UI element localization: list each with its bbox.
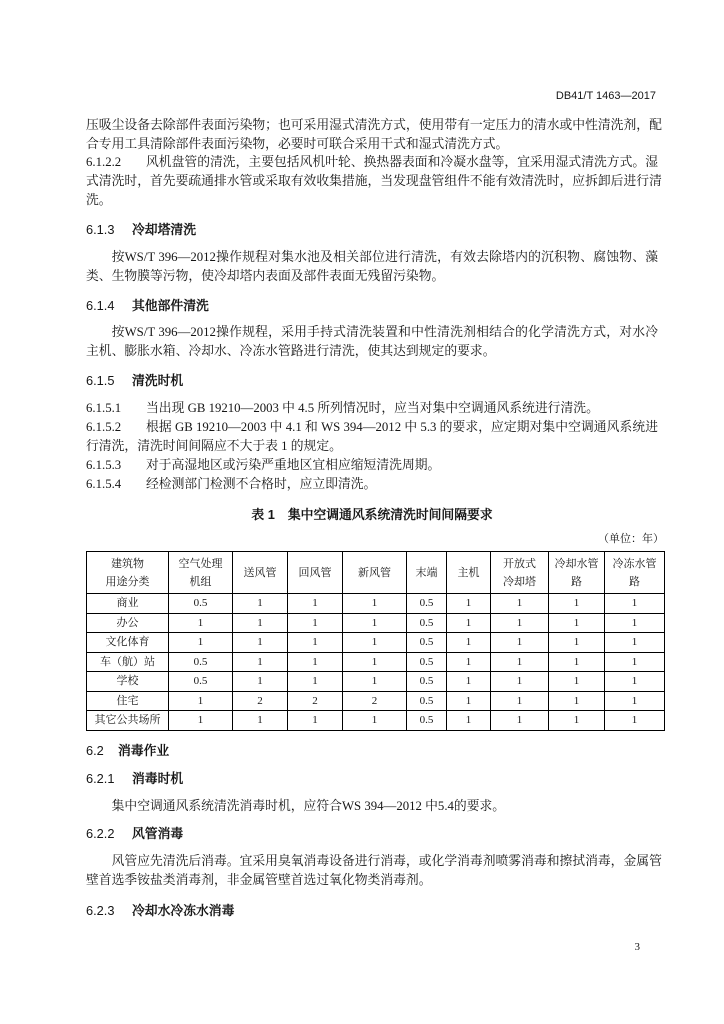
- section-heading-6-2-1: [86, 769, 658, 789]
- table-cell: 1: [491, 652, 549, 672]
- table-cell: 1: [447, 613, 491, 633]
- clause-6-1-5-1: [86, 399, 658, 418]
- table-cell: 1: [605, 652, 665, 672]
- text-line: 风管应先清洗后消毒。宜采用臭氧消毒设备进行消毒，或化学消毒剂喷雾消毒和擦拭消毒，金属管: [111, 854, 662, 868]
- table-cell: 1: [288, 711, 343, 731]
- table-label: 表 1: [251, 507, 275, 522]
- table-cell: 1: [447, 633, 491, 653]
- col-header-building-category: [87, 552, 169, 594]
- header-line: 新风管: [358, 566, 391, 579]
- col-header-supply-duct: [233, 552, 288, 594]
- table-cell: 1: [549, 652, 605, 672]
- table-cell: 0.5: [169, 594, 233, 614]
- table-cell: 1: [233, 672, 288, 692]
- col-header-terminal: [407, 552, 447, 594]
- header-line: 回风管: [298, 566, 332, 579]
- clause-text: 对于高湿地区或污染严重地区宜相应缩短清洗周期。: [146, 458, 441, 472]
- table-body: [87, 594, 665, 731]
- table-cell: 1: [447, 594, 491, 614]
- table-cell: 1: [491, 594, 549, 614]
- table-cell: 1: [605, 613, 665, 633]
- row-category-cell: 文化体育: [87, 633, 169, 653]
- table-cell: 1: [447, 672, 491, 692]
- table-cell: 0.5: [169, 652, 233, 672]
- row-category-cell: 车（航）站: [87, 652, 169, 672]
- table-cell: 0.5: [407, 594, 447, 614]
- table-cell: 1: [343, 613, 407, 633]
- header-line: 路: [571, 575, 582, 588]
- table-cell: 1: [169, 613, 233, 633]
- table-row: [87, 633, 665, 653]
- table-cell: 1: [491, 711, 549, 731]
- table-cell: 0.5: [407, 613, 447, 633]
- table-title: 集中空调通风系统清洗时间间隔要求: [287, 507, 493, 522]
- table-cell: 1: [447, 711, 491, 731]
- paragraph-continuation: [86, 116, 662, 154]
- text-line: [86, 475, 658, 494]
- header-line: 冷却塔: [503, 575, 536, 588]
- table-cell: 1: [491, 613, 549, 633]
- table-cell: 1: [605, 691, 665, 711]
- section-heading-6-2-2: [86, 824, 658, 844]
- text-line: 壁首选季铵盐类消毒剂，非金属管壁首选过氧化物类消毒剂。: [86, 873, 432, 887]
- header-line: 路: [629, 575, 640, 588]
- clause-6-1-5-4: [86, 475, 658, 494]
- table-cell: 1: [447, 652, 491, 672]
- table-cell: 0.5: [407, 691, 447, 711]
- section-body-6-2-1: [86, 797, 658, 816]
- table-cell: 0.5: [407, 652, 447, 672]
- section-heading-6-1-5: [86, 371, 658, 391]
- text-line: [86, 456, 658, 475]
- table-cell: 0.5: [407, 711, 447, 731]
- text-line: 洗。: [86, 193, 112, 207]
- section-heading-6-2-3: [86, 901, 658, 921]
- section-heading-6-1-3: [86, 220, 658, 240]
- clause-number: 6.1.2.2: [86, 155, 122, 169]
- table-cell: 2: [343, 691, 407, 711]
- header-line: 末端: [415, 566, 438, 579]
- table-cell: 1: [233, 594, 288, 614]
- text-line: 按WS/T 396—2012操作规程，采用手持式清洗装置和中性清洗剂相结合的化学清洗方式，对水冷: [111, 325, 658, 339]
- section-body-6-1-3: [86, 248, 658, 286]
- table-cell: 0.5: [407, 633, 447, 653]
- section-title: 消毒时机: [132, 771, 184, 786]
- section-title: 清洗时机: [132, 373, 184, 388]
- clause-text: 根据 GB 19210—2003 中 4.1 和 WS 394—2012 中 5.3 的要求，应定期对集中空调通风系统进: [146, 420, 658, 434]
- table-cell: 1: [549, 711, 605, 731]
- clause-6-1-2-2: [86, 153, 662, 210]
- section-number: 6.2.2: [86, 826, 115, 841]
- header-line: 送风管: [243, 566, 277, 579]
- table-header-row: [87, 552, 665, 594]
- col-header-fresh-air-duct: [343, 552, 407, 594]
- clause-number: 6.1.5.1: [86, 401, 122, 415]
- table-cell: 1: [491, 691, 549, 711]
- table-cell: 1: [169, 633, 233, 653]
- section-title: 冷却水冷冻水消毒: [132, 903, 235, 918]
- header-line: 用途分类: [105, 575, 150, 588]
- table-cell: 1: [605, 594, 665, 614]
- row-category-cell: 办公: [87, 613, 169, 633]
- table-cell: 1: [233, 711, 288, 731]
- section-body-6-1-4: [86, 323, 658, 361]
- table-cell: 1: [549, 633, 605, 653]
- table-cell: 1: [549, 594, 605, 614]
- text-line: 集中空调通风系统清洗消毒时机，应符合WS 394—2012 中5.4的要求。: [111, 799, 506, 813]
- table-cell: 1: [549, 691, 605, 711]
- table-row: [87, 711, 665, 731]
- col-header-return-duct: [288, 552, 343, 594]
- text-line: 式清洗时，首先要疏通排水管或采取有效收集措施，当发现盘管组件不能有效清洗时，应拆卸后进行清: [86, 174, 662, 188]
- header-line: 建筑物: [111, 557, 144, 570]
- table-cell: 1: [549, 613, 605, 633]
- table-cell: 1: [343, 672, 407, 692]
- table-caption: [86, 505, 658, 524]
- table-cell: 1: [233, 633, 288, 653]
- section-number: 6.2.3: [86, 903, 115, 918]
- table-cell: 1: [605, 633, 665, 653]
- section-title: 消毒作业: [118, 743, 170, 758]
- table-cell: 1: [233, 613, 288, 633]
- table-cell: 1: [491, 633, 549, 653]
- table-cell: 2: [233, 691, 288, 711]
- section-number: 6.2.1: [86, 771, 115, 786]
- table-cell: 1: [549, 672, 605, 692]
- text-line: 合专用工具清除部件表面污染物，必要时可联合采用干式和湿式清洗方式。: [86, 137, 509, 151]
- row-category-cell: 其它公共场所: [87, 711, 169, 731]
- row-category-cell: 商业: [87, 594, 169, 614]
- section-number: 6.1.5: [86, 373, 115, 388]
- clause-text: 当出现 GB 19210—2003 中 4.5 所列情况时，应当对集中空调通风系统进行清洗。: [146, 401, 599, 415]
- header-line: 机组: [189, 575, 212, 588]
- section-title: 其他部件清洗: [132, 298, 209, 313]
- clause-number: 6.1.5.3: [86, 458, 122, 472]
- text-line: [86, 153, 658, 172]
- section-number: 6.1.4: [86, 298, 115, 313]
- clause-text: 经检测部门检测不合格时，应立即清洗。: [146, 477, 377, 491]
- page-number: 3: [634, 941, 640, 953]
- table-row: [87, 594, 665, 614]
- cleaning-interval-table: [86, 551, 665, 731]
- table-cell: 1: [233, 652, 288, 672]
- row-category-cell: 学校: [87, 672, 169, 692]
- table-cell: 1: [343, 711, 407, 731]
- header-line: 空气处理: [178, 557, 223, 570]
- table-cell: 1: [288, 613, 343, 633]
- table-cell: 1: [169, 711, 233, 731]
- table-cell: 1: [605, 672, 665, 692]
- table-cell: 1: [491, 672, 549, 692]
- table-cell: 2: [288, 691, 343, 711]
- table-cell: 1: [169, 691, 233, 711]
- col-header-open-cooling-tower: [491, 552, 549, 594]
- section-heading-6-2: [86, 741, 658, 761]
- table-cell: 1: [288, 652, 343, 672]
- row-category-cell: 住宅: [87, 691, 169, 711]
- table-row: [87, 672, 665, 692]
- clause-text: 风机盘管的清洗，主要包括风机叶轮、换热器表面和冷凝水盘等，宜采用湿式清洗方式。湿: [146, 155, 658, 169]
- section-heading-6-1-4: [86, 296, 658, 316]
- table-cell: 1: [605, 711, 665, 731]
- section-number: 6.2: [86, 743, 104, 758]
- text-line: 按WS/T 396—2012操作规程对集水池及相关部位进行清洗，有效去除塔内的沉积物、腐蚀物、藻: [111, 250, 658, 264]
- col-header-air-handling-unit: [169, 552, 233, 594]
- header-line: 开放式: [503, 557, 536, 570]
- document-code: DB41/T 1463—2017: [555, 90, 656, 102]
- section-title: 冷却塔清洗: [132, 222, 196, 237]
- table-row: [87, 691, 665, 711]
- clause-6-1-5-3: [86, 456, 658, 475]
- header-line: 冷冻水管: [612, 557, 657, 570]
- table-cell: 0.5: [169, 672, 233, 692]
- text-line: [86, 399, 658, 418]
- table-cell: 1: [343, 652, 407, 672]
- clause-number: 6.1.5.2: [86, 420, 122, 434]
- text-line: 主机、膨胀水箱、冷却水、冷冻水管路进行清洗，使其达到规定的要求。: [86, 344, 496, 358]
- col-header-cooling-water-pipe: [549, 552, 605, 594]
- header-line: 主机: [457, 566, 480, 579]
- clause-number: 6.1.5.4: [86, 477, 122, 491]
- text-line: [86, 418, 658, 437]
- table-row: [87, 613, 665, 633]
- table-cell: 1: [447, 691, 491, 711]
- col-header-main-unit: [447, 552, 491, 594]
- header-line: 冷却水管: [554, 557, 599, 570]
- section-number: 6.1.3: [86, 222, 115, 237]
- col-header-chilled-water-pipe: [605, 552, 665, 594]
- table-cell: 1: [343, 633, 407, 653]
- text-line: 类、生物膜等污物，使冷却塔内表面及部件表面无残留污染物。: [86, 269, 445, 283]
- text-line: 压吸尘设备去除部件表面污染物；也可采用湿式清洗方式，使用带有一定压力的清水或中性清洗剂，配: [86, 118, 662, 132]
- table-row: [87, 652, 665, 672]
- clause-6-1-5-2: [86, 418, 658, 456]
- table-cell: 1: [288, 594, 343, 614]
- table-unit: （单位：年）: [598, 533, 664, 545]
- table-cell: 0.5: [407, 672, 447, 692]
- table-cell: 1: [343, 594, 407, 614]
- table-cell: 1: [288, 633, 343, 653]
- text-line: 行清洗，清洗时间间隔应不大于表 1 的规定。: [86, 439, 342, 453]
- section-body-6-2-2: [86, 852, 662, 890]
- section-title: 风管消毒: [132, 826, 184, 841]
- table-cell: 1: [288, 672, 343, 692]
